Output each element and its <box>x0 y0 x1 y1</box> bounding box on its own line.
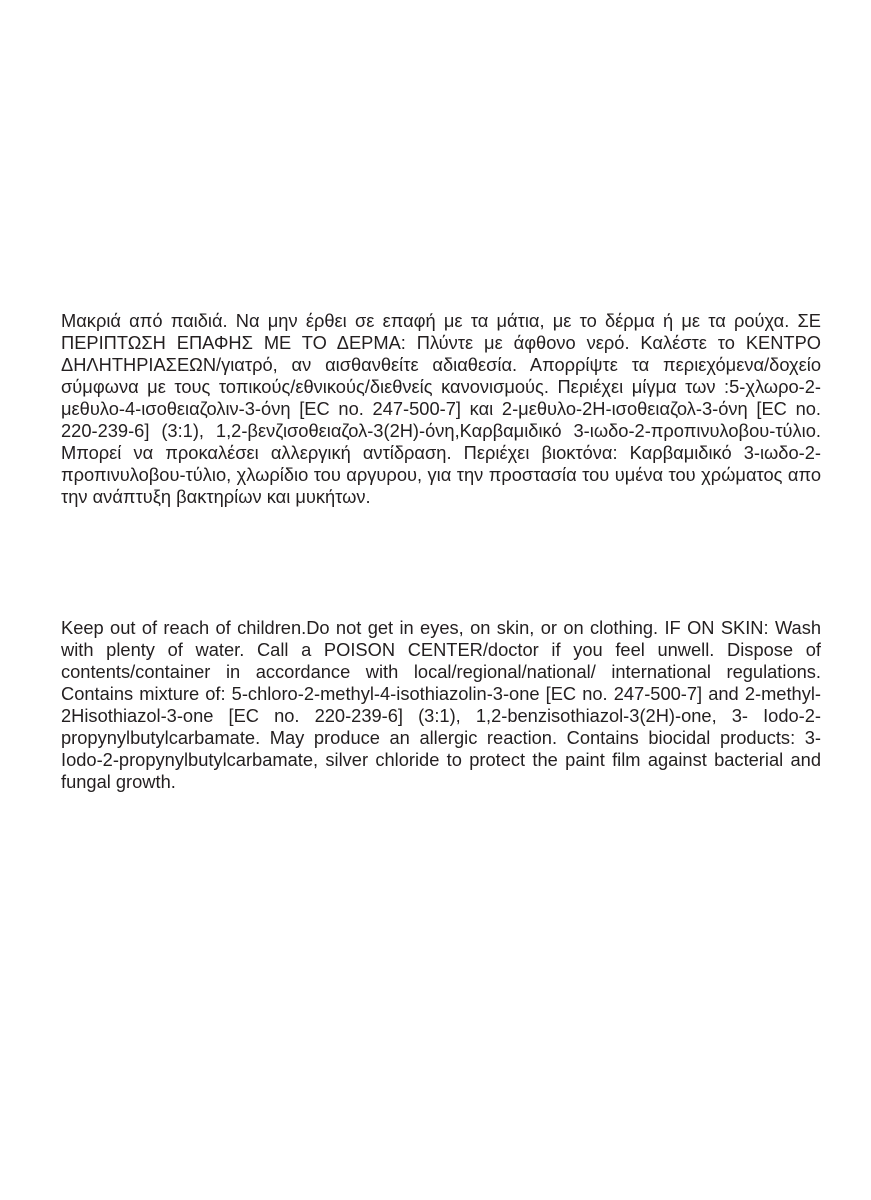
greek-safety-paragraph: Μακριά από παιδιά. Να μην έρθει σε επαφή με τα μάτια, με το δέρμα ή με τα ρούχα. ΣΕ ΠΕΡΙΠΤΩΣΗ ΕΠΑΦΗΣ ΜΕ ΤΟ ΔΕΡΜΑ: Πλύντε με άφθονο νερό. Καλέστε το ΚΕΝΤΡΟ ΔΗΛΗΤΗΡΙΑΣΕΩΝ/γιατρό, αν αισθανθείτε αδιαθεσία. Απορρίψτε τα περιεχόμενα/δοχείο σύμφωνα με τους τοπικούς/εθνικούς/διεθνείς κανονισμούς. Περιέχει μίγμα των :5-χλωρο-2-μεθυλο-4-ισοθειαζολιν-3-όνη [EC no. 247-500-7] και 2-μεθυλο-2Η-ισοθειαζολ-3-όνη [EC no. 220-239-6] (3:1), 1,2-βενζισοθειαζολ-3(2Η)-όνη,Καρβαμιδικό 3-ιωδο-2-προπινυλοβου-τύλιο. Μπορεί να προκαλέσει αλλεργική αντίδραση. Περιέχει βιοκτόνα: Καρβαμιδικό 3-ιωδο-2-προπινυλοβου-τύλιο, χλωρίδιο του αργυρου, για την προστασία του υμένα του χρώματος απο την ανάπτυξη βακτηρίων και μυκήτων. <box>61 310 821 507</box>
english-safety-paragraph: Keep out of reach of children.Do not get in eyes, on skin, or on clothing. IF ON SKIN: Wash with plenty of water. Call a POISON CENTER/doctor if you feel unwell. Dispose of contents/container in accordance with local/regional/national/ international regulations. Contains mixture of: 5-chloro-2-methyl-4-isothiazolin-3-one [EC no. 247-500-7] and 2-methyl-2Hisothiazol-3-one [EC no. 220-239-6] (3:1), 1,2-benzisothiazol-3(2H)-one, 3- Iodo-2-propynylbutylcarbamate. May produce an allergic reaction. Contains biocidal products: 3-Iodo-2-propynylbutylcarbamate, silver chloride to protect the paint film against bacterial and fungal growth. <box>61 617 821 792</box>
